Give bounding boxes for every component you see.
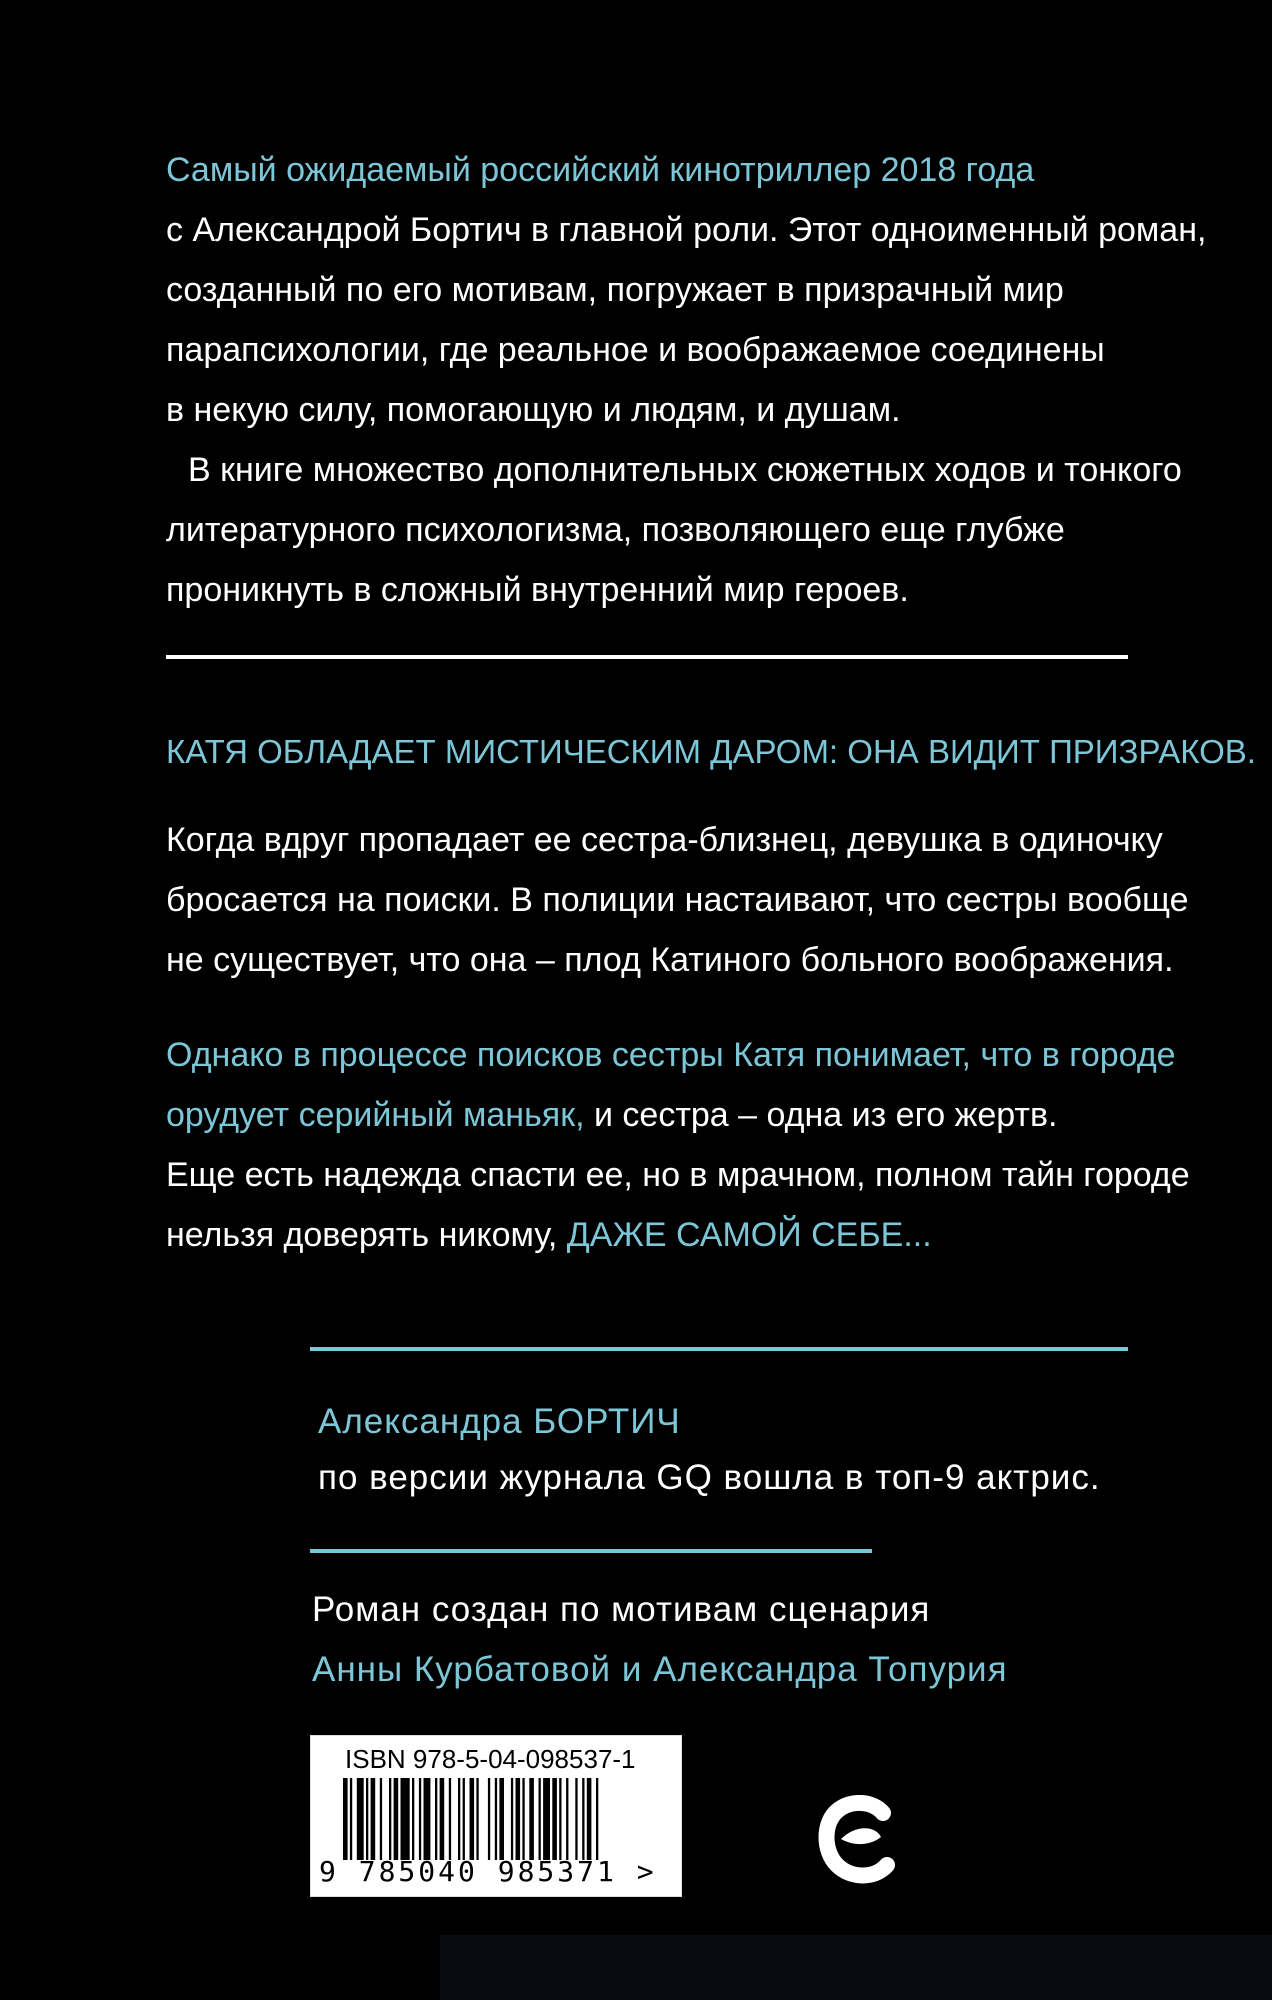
intro-line: в некую силу, помогающую и людям, и душам. bbox=[166, 391, 901, 429]
plot-paragraph bbox=[166, 810, 1189, 990]
barcode-bar bbox=[543, 1778, 550, 1860]
barcode-bar bbox=[371, 1778, 376, 1860]
intro-line: парапсихологии, где реальное и воображаемое соединены bbox=[166, 331, 1105, 369]
barcode-bar bbox=[424, 1778, 431, 1860]
barcode-bars bbox=[343, 1778, 673, 1860]
credits-line: Роман создан по мотивам сценария bbox=[312, 1590, 931, 1629]
barcode-bar bbox=[440, 1778, 445, 1860]
barcode-bar bbox=[516, 1778, 521, 1860]
intro-line: с Александрой Бортич в главной роли. Этот одноименный роман, bbox=[166, 211, 1207, 249]
barcode-bar bbox=[463, 1778, 465, 1860]
barcode-bar bbox=[539, 1778, 541, 1860]
divider bbox=[166, 655, 1128, 659]
barcode-bar bbox=[596, 1778, 598, 1860]
barcode-bar bbox=[389, 1778, 391, 1860]
actress-name: Александра БОРТИЧ bbox=[318, 1402, 681, 1441]
actress-note: по версии журнала GQ вошла в топ-9 актрис. bbox=[318, 1458, 1101, 1497]
barcode-bar bbox=[470, 1778, 475, 1860]
barcode-bar bbox=[412, 1778, 414, 1860]
barcode-bar bbox=[559, 1778, 561, 1860]
intro-line: созданный по его мотивам, погружает в призрачный мир bbox=[166, 271, 1064, 309]
barcode-bar bbox=[458, 1778, 460, 1860]
twist-paragraph bbox=[166, 1025, 1190, 1265]
intro-line: В книге множество дополнительных сюжетных ходов и тонкого bbox=[188, 451, 1182, 489]
barcode-bar bbox=[435, 1778, 437, 1860]
barcode-bar bbox=[350, 1778, 352, 1860]
twist-line: Еще есть надежда спасти ее, но в мрачном, полном тайн городе bbox=[166, 1156, 1190, 1194]
barcode-bar bbox=[529, 1778, 534, 1860]
divider bbox=[310, 1549, 872, 1553]
intro-line: проникнуть в сложный внутренний мир героев. bbox=[166, 571, 909, 609]
intro-line: литературного психологизма, позволяющего еще глубже bbox=[166, 511, 1065, 549]
barcode-bar bbox=[476, 1778, 478, 1860]
plot-line: не существует, что она – плод Катиного больного воображения. bbox=[166, 941, 1174, 979]
twist-highlight: ДАЖЕ САМОЙ СЕБЕ... bbox=[566, 1216, 932, 1254]
barcode-bar bbox=[449, 1778, 451, 1860]
barcode-bar bbox=[587, 1778, 592, 1860]
barcode-bar bbox=[575, 1778, 577, 1860]
twist-line bbox=[166, 1205, 1190, 1265]
barcode-bar bbox=[419, 1778, 421, 1860]
barcode-bar bbox=[552, 1778, 557, 1860]
barcode-bar bbox=[495, 1778, 497, 1860]
twist-line bbox=[166, 1085, 1190, 1145]
intro-lead-line: Самый ожидаемый российский кинотриллер 2018 года bbox=[166, 151, 1035, 189]
credits-authors: Анны Курбатовой и Александра Топурия bbox=[312, 1650, 1008, 1689]
barcode-bar bbox=[566, 1778, 568, 1860]
barcode-bar bbox=[394, 1778, 399, 1860]
barcode-bar bbox=[488, 1778, 490, 1860]
divider bbox=[310, 1347, 1128, 1351]
plot-line: бросается на поиски. В полиции настаивают, что сестры вообще bbox=[166, 881, 1189, 919]
plot-line: Когда вдруг пропадает ее сестра-близнец, девушка в одиночку bbox=[166, 821, 1163, 859]
publisher-logo-icon bbox=[815, 1795, 895, 1885]
headline: КАТЯ ОБЛАДАЕТ МИСТИЧЕСКИМ ДАРОМ: ОНА ВИДИТ ПРИЗРАКОВ. bbox=[166, 733, 1256, 770]
twist-text: нельзя доверять никому, bbox=[166, 1216, 567, 1254]
bottom-band bbox=[440, 1935, 1272, 2000]
barcode-bar bbox=[582, 1778, 584, 1860]
barcode-bar bbox=[366, 1778, 368, 1860]
barcode-bar bbox=[343, 1778, 348, 1860]
barcode-bar bbox=[522, 1778, 524, 1860]
barcode-bar bbox=[511, 1778, 513, 1860]
barcode-bar bbox=[499, 1778, 504, 1860]
twist-text: и сестра – одна из его жертв. bbox=[584, 1096, 1058, 1134]
credits-block bbox=[312, 1580, 1008, 1700]
barcode-bar bbox=[380, 1778, 382, 1860]
twist-highlight: орудует серийный маньяк, bbox=[166, 1096, 585, 1134]
barcode bbox=[310, 1735, 682, 1897]
intro-paragraph bbox=[166, 140, 1206, 620]
isbn-text: ISBN 978-5-04-098537-1 bbox=[345, 1744, 636, 1774]
barcode-bar bbox=[401, 1778, 410, 1860]
barcode-digits: 9 785040 985371 > bbox=[319, 1855, 657, 1888]
twist-line: Однако в процессе поисков сестры Катя понимает, что в городе bbox=[166, 1036, 1176, 1074]
barcode-bar bbox=[357, 1778, 364, 1860]
actress-block bbox=[318, 1394, 1101, 1506]
